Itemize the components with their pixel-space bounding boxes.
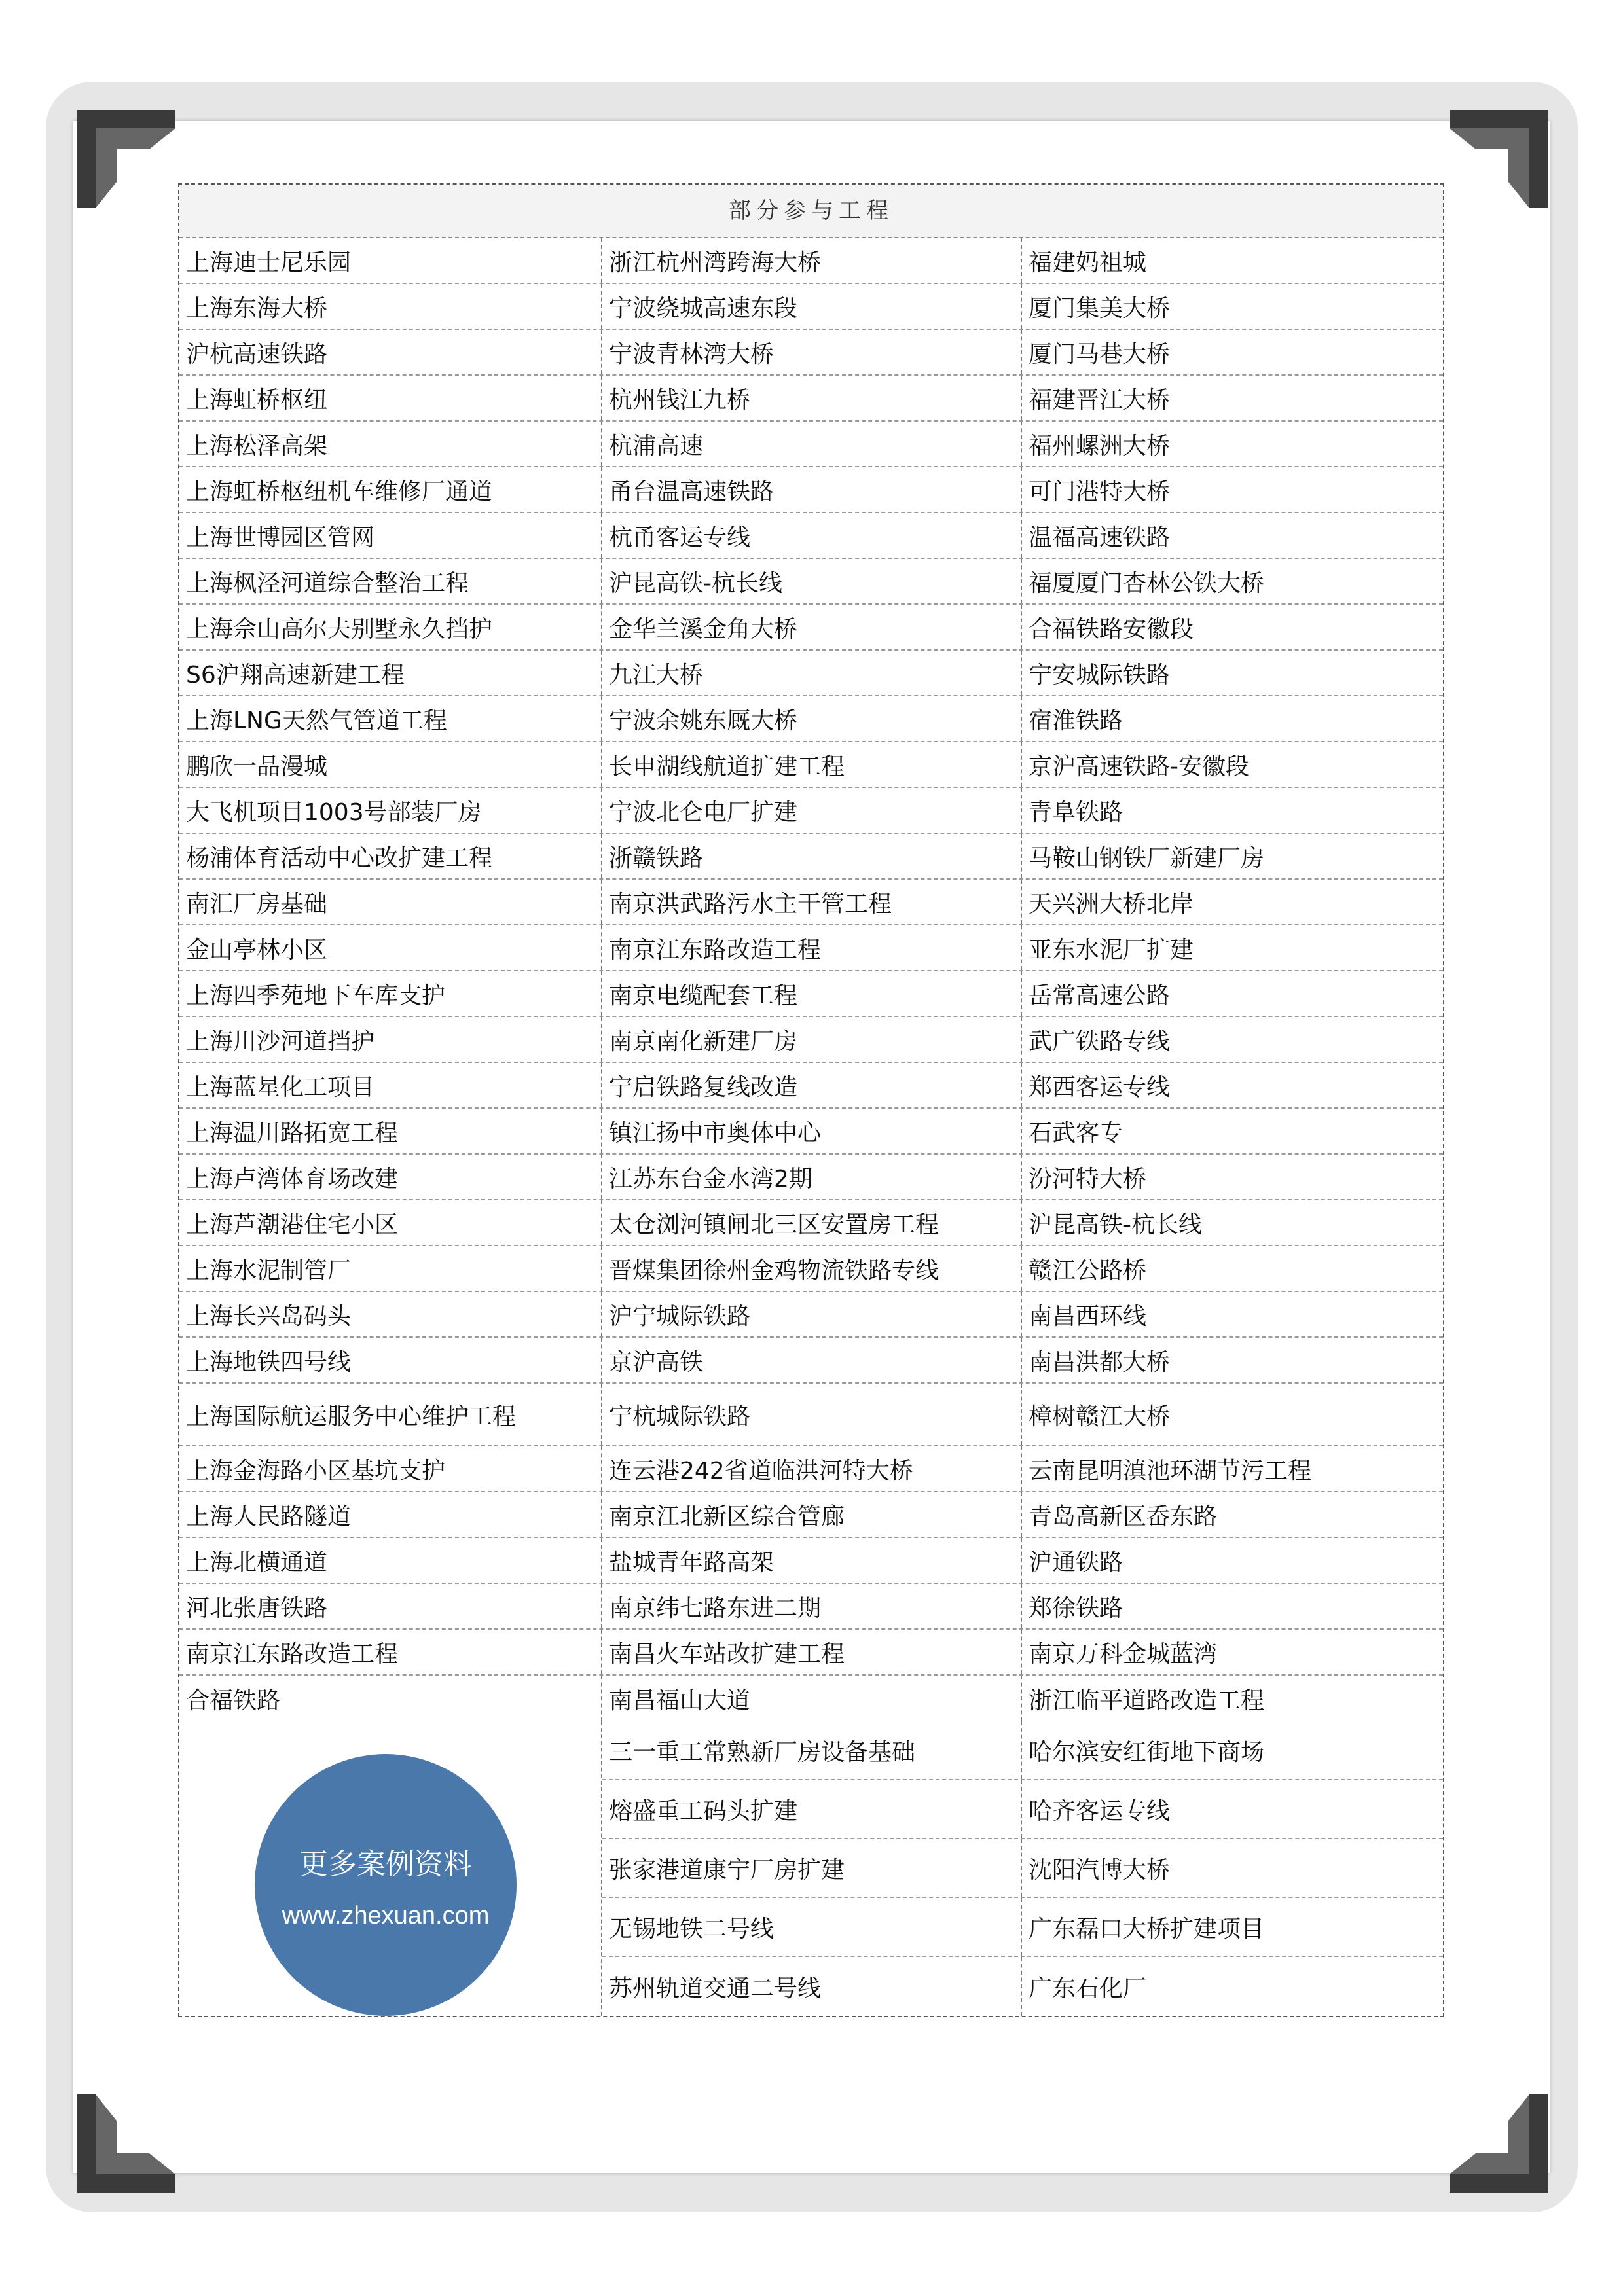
table-row [179,1155,1443,1200]
project-cell: 南汇厂房基础 [179,880,602,924]
table-row [179,742,1443,788]
project-cell: 上海枫泾河道综合整治工程 [179,559,602,603]
project-cell: 郑西客运专线 [1029,1073,1171,1101]
project-cell: 上海金海路小区基坑支护 [179,1446,602,1491]
project-cell: 大飞机项目1003号部装厂房 [179,788,602,833]
projects-table [178,183,1444,2017]
project-cell: 连云港242省道临洪河特大桥 [602,1446,1022,1491]
table-row [179,1584,1443,1630]
project-cell: 上海芦潮港住宅小区 [179,1200,602,1245]
project-cell: 赣江公路桥 [1029,1257,1147,1284]
project-cell: 上海虹桥枢纽机车维修厂通道 [179,467,602,512]
corner-ornament-icon [1450,110,1548,208]
table-body [179,238,1443,1721]
project-cell: 南京江北新区综合管廊 [602,1492,1022,1537]
table-row [179,284,1443,330]
project-cell: 上海迪士尼乐园 [179,238,602,283]
project-cell: 青岛高新区岙东路 [1029,1503,1218,1530]
project-cell: 樟树赣江大桥 [1029,1403,1171,1430]
project-cell: 南京江东路改造工程 [179,1630,602,1674]
project-cell: 福州螺洲大桥 [1029,432,1171,459]
table-row [179,651,1443,696]
project-cell: 太仓浏河镇闸北三区安置房工程 [602,1200,1022,1245]
project-cell: 合福铁路 [179,1676,602,1721]
project-cell: 沪宁城际铁路 [602,1292,1022,1336]
bottom-rows [602,1721,1443,2016]
project-cell: 沪昆高铁-杭长线 [1029,1211,1202,1238]
project-cell: 九江大桥 [602,651,1022,695]
table-row [179,1446,1443,1492]
project-cell: 宁波青林湾大桥 [602,330,1022,374]
table-row [179,1017,1443,1063]
more-cases-button[interactable] [255,1754,517,2016]
table-row [179,925,1443,971]
project-cell: 青阜铁路 [1029,798,1123,826]
project-cell: 南京万科金城蓝湾 [1029,1640,1218,1668]
project-cell: 上海地铁四号线 [179,1338,602,1382]
project-cell: 上海松泽高架 [179,422,602,466]
project-cell: 镇江扬中市奥体中心 [602,1109,1022,1153]
project-cell: 金华兰溪金角大桥 [602,605,1022,649]
project-cell: 上海四季苑地下车库支护 [179,971,602,1016]
project-cell: 广东磊口大桥扩建项目 [1029,1915,1265,1943]
project-cell: 宿淮铁路 [1029,707,1123,734]
project-cell: 福厦厦门杏林公铁大桥 [1029,569,1265,597]
project-cell: 杭浦高速 [602,422,1022,466]
project-cell: 厦门马巷大桥 [1029,340,1171,368]
table-row [179,238,1443,284]
project-cell: 可门港特大桥 [1029,478,1171,505]
project-cell: 河北张唐铁路 [179,1584,602,1628]
project-cell: 晋煤集团徐州金鸡物流铁路专线 [602,1246,1022,1291]
table-row [179,330,1443,376]
table-row [602,1780,1443,1839]
project-cell: 郑徐铁路 [1029,1594,1123,1622]
project-cell: 沪通铁路 [1029,1549,1123,1576]
project-cell: 南昌西环线 [1029,1302,1147,1330]
project-cell: 合福铁路安徽段 [1029,615,1194,643]
project-cell: 宁波北仑电厂扩建 [602,788,1022,833]
table-row [179,834,1443,880]
project-cell: 上海蓝星化工项目 [179,1063,602,1107]
project-cell: 马鞍山钢铁厂新建厂房 [1029,844,1265,872]
project-cell: 南京洪武路污水主干管工程 [602,880,1022,924]
table-row [179,971,1443,1017]
project-cell: 浙江临平道路改造工程 [1029,1687,1265,1714]
project-cell: 福建晋江大桥 [1029,386,1171,414]
table-row [179,1292,1443,1338]
project-cell: 浙赣铁路 [602,834,1022,878]
promo-url-link[interactable]: www.zhexuan.com [282,1901,490,1929]
project-cell: 上海温川路拓宽工程 [179,1109,602,1153]
table-row [179,696,1443,742]
project-cell: 宁波余姚东厩大桥 [602,696,1022,741]
project-cell: 杨浦体育活动中心改扩建工程 [179,834,602,878]
project-cell: 沈阳汽博大桥 [1029,1856,1171,1884]
table-row [179,1676,1443,1721]
project-cell: 金山亭林小区 [179,925,602,970]
project-cell: 广东石化厂 [1029,1975,1147,2002]
project-cell: 厦门集美大桥 [1029,295,1171,322]
project-cell: 宁波绕城高速东段 [602,284,1022,329]
table-row [179,513,1443,559]
project-cell: 哈尔滨安红街地下商场 [1029,1738,1265,1766]
table-row [179,559,1443,605]
project-cell: 杭甬客运专线 [602,513,1022,558]
table-row [602,1898,1443,1957]
project-cell: 宁启铁路复线改造 [602,1063,1022,1107]
project-cell: 张家港道康宁厂房扩建 [602,1839,1022,1897]
project-cell: 哈齐客运专线 [1029,1797,1171,1825]
project-cell: 沪昆高铁-杭长线 [602,559,1022,603]
project-cell: 三一重工常熟新厂房设备基础 [602,1721,1022,1779]
project-cell: 长申湖线航道扩建工程 [602,742,1022,787]
project-cell: 亚东水泥厂扩建 [1029,936,1194,963]
project-cell: 上海水泥制管厂 [179,1246,602,1291]
table-row [602,1721,1443,1780]
project-cell: 沪杭高速铁路 [179,330,602,374]
project-cell: 南京江东路改造工程 [602,925,1022,970]
table-row [179,1200,1443,1246]
table-row [179,422,1443,467]
project-cell: 温福高速铁路 [1029,524,1171,551]
promo-title: 更多案例资料 [299,1847,472,1881]
project-cell: 福建妈祖城 [1029,249,1147,276]
project-cell: 南京电缆配套工程 [602,971,1022,1016]
project-cell: 南昌火车站改扩建工程 [602,1630,1022,1674]
project-cell: 浙江杭州湾跨海大桥 [602,238,1022,283]
project-cell: 南京纬七路东进二期 [602,1584,1022,1628]
corner-ornament-icon [1450,2094,1548,2193]
project-cell: 南昌福山大道 [602,1676,1022,1721]
promo-cell [179,1721,602,2016]
table-row [602,1957,1443,2016]
project-cell: 上海虹桥枢纽 [179,376,602,420]
table-row [602,1839,1443,1898]
project-cell: 宁杭城际铁路 [602,1384,1022,1445]
table-row [179,1384,1443,1446]
project-cell: 汾河特大桥 [1029,1165,1147,1193]
table-row [179,1246,1443,1292]
table-row [179,1538,1443,1584]
project-cell: 上海LNG天然气管道工程 [179,696,602,741]
table-row [179,1063,1443,1109]
project-cell: 宁安城际铁路 [1029,661,1171,689]
table-row [179,1109,1443,1155]
project-cell: 南京南化新建厂房 [602,1017,1022,1062]
table-row [179,1492,1443,1538]
project-cell: 石武客专 [1029,1119,1123,1147]
corner-ornament-icon [77,110,175,208]
project-cell: 上海人民路隧道 [179,1492,602,1537]
project-cell: 鹏欣一品漫城 [179,742,602,787]
project-cell: 盐城青年路高架 [602,1538,1022,1583]
project-cell: 杭州钱江九桥 [602,376,1022,420]
project-cell: 天兴洲大桥北岸 [1029,890,1194,918]
table-row [179,788,1443,834]
table-title: 部分参与工程 [179,185,1443,238]
table-row [179,880,1443,925]
project-cell: 上海卢湾体育场改建 [179,1155,602,1199]
project-cell: 上海国际航运服务中心维护工程 [179,1384,602,1445]
project-cell: 上海东海大桥 [179,284,602,329]
project-cell: 云南昆明滇池环湖节污工程 [1029,1457,1312,1484]
project-cell: 无锡地铁二号线 [602,1898,1022,1956]
project-cell: 上海川沙河道挡护 [179,1017,602,1062]
corner-ornament-icon [77,2094,175,2193]
table-bottom-section [179,1721,1443,2016]
project-cell: 苏州轨道交通二号线 [602,1957,1022,2016]
table-row [179,1630,1443,1676]
project-cell: S6沪翔高速新建工程 [179,651,602,695]
project-cell: 熔盛重工码头扩建 [602,1780,1022,1838]
project-cell: 南昌洪都大桥 [1029,1348,1171,1376]
project-cell: 武广铁路专线 [1029,1028,1171,1055]
project-cell: 上海长兴岛码头 [179,1292,602,1336]
project-cell: 京沪高铁 [602,1338,1022,1382]
project-cell: 岳常高速公路 [1029,982,1171,1009]
table-row [179,467,1443,513]
table-row [179,376,1443,422]
table-row [179,605,1443,651]
project-cell: 江苏东台金水湾2期 [602,1155,1022,1199]
project-cell: 上海北横通道 [179,1538,602,1583]
project-cell: 甬台温高速铁路 [602,467,1022,512]
table-row [179,1338,1443,1384]
project-cell: 上海世博园区管网 [179,513,602,558]
project-cell: 京沪高速铁路-安徽段 [1029,753,1249,780]
project-cell: 上海佘山高尔夫别墅永久挡护 [179,605,602,649]
